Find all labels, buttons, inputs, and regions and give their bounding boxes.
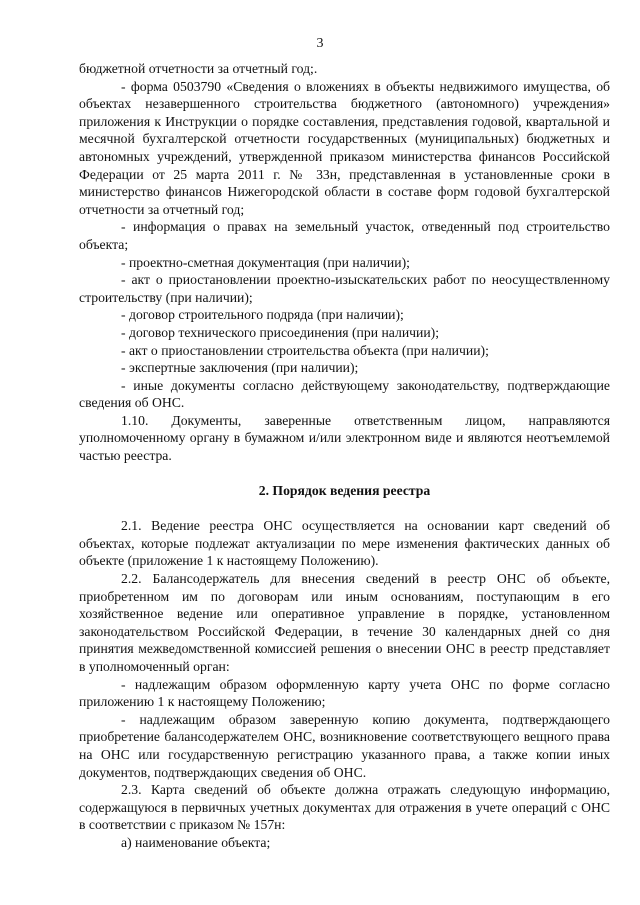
list-item-object-name: а) наименование объекта; <box>121 834 271 850</box>
list-item-land-rights: - информация о правах на земельный участок, отведенный под строительство объекта; <box>79 219 610 252</box>
list-item-expert-conclusions: - экспертные заключения (при наличии); <box>121 360 359 376</box>
document-body <box>79 60 610 852</box>
paragraph: бюджетной отчетности за отчетный год;. <box>79 61 318 76</box>
list-item-connection-contract: - договор технического присоединения (при наличии); <box>121 324 440 340</box>
paragraph-2-2: 2.2. Балансодержатель для внесения сведений в реестр ОНС об объекте, приобретенном им по договорам или иным основаниям, поступающим в его хозяйственное ведение или оперативное управление в порядке, установленном законодательством Российской Федерации, в течение 30 календарных дней со дня принятия межведомственной комиссией решения о внесении ОНС в реестр представляет в уполномоченный орган: <box>79 571 610 674</box>
list-item-form-0503790: - форма 0503790 «Сведения о вложениях в объекты недвижимого имущества, об объектах незавершенного строительства бюджетного (автономного) учреждения» приложения к Инструкции о порядке составления, представления годовой, квартальной и месячной бухгалтерской отчетности государственных (муниципальных) бюджетных и автономных учреждений, утвержденной приказом министерства финансов Российской Федерации от 25 марта 2011 г. № 33н, представленная в установленные сроки в министерство финансов Нижегородской области в составе форм годовой бухгалтерской отчетности за отчетный год; <box>79 78 610 217</box>
list-item-construction-contract: - договор строительного подряда (при наличии); <box>121 307 404 323</box>
section-heading: 2. Порядок ведения реестра <box>258 482 431 498</box>
list-item-design-docs: - проектно-сметная документация (при наличии); <box>121 254 410 270</box>
paragraph-1-10: 1.10. Документы, заверенные ответственным лицом, направляются уполномоченному органу в бумажном и/или электронном виде и являются неотъемлемой частью реестра. <box>79 412 610 464</box>
paragraph-2-1: 2.1. Ведение реестра ОНС осуществляется на основании карт сведений об объектах, которые подлежат актуализации по мере изменения фактических данных об объекте (приложение 1 к настоящему Положению). <box>79 518 610 569</box>
paragraph-2-3: 2.3. Карта сведений об объекте должна отражать следующую информацию, содержащуюся в первичных учетных документах для отражения в учете операций с ОНС в соответствии с приказом № 157н: <box>79 782 610 833</box>
page-number: 3 <box>316 36 324 51</box>
list-item-certified-copy: - надлежащим образом заверенную копию документа, подтверждающего приобретение балансодержателем ОНС, возникновение соответствующего вещного права на ОНС или государственную регистрацию указанного права, а также копии иных документов, подтверждающих сведения об ОНС. <box>79 711 610 780</box>
list-item-survey-suspension: - акт о приостановлении проектно-изыскательских работ по неосуществленному строительству (при наличии); <box>79 272 610 305</box>
list-item-registration-card: - надлежащим образом оформленную карту учета ОНС по форме согласно приложению 1 к настоящему Положению; <box>79 676 610 710</box>
list-item-other-documents: - иные документы согласно действующему законодательству, подтверждающие сведения об ОНС. <box>79 377 610 411</box>
list-item-construction-suspension: - акт о приостановлении строительства объекта (при наличии); <box>121 342 489 358</box>
